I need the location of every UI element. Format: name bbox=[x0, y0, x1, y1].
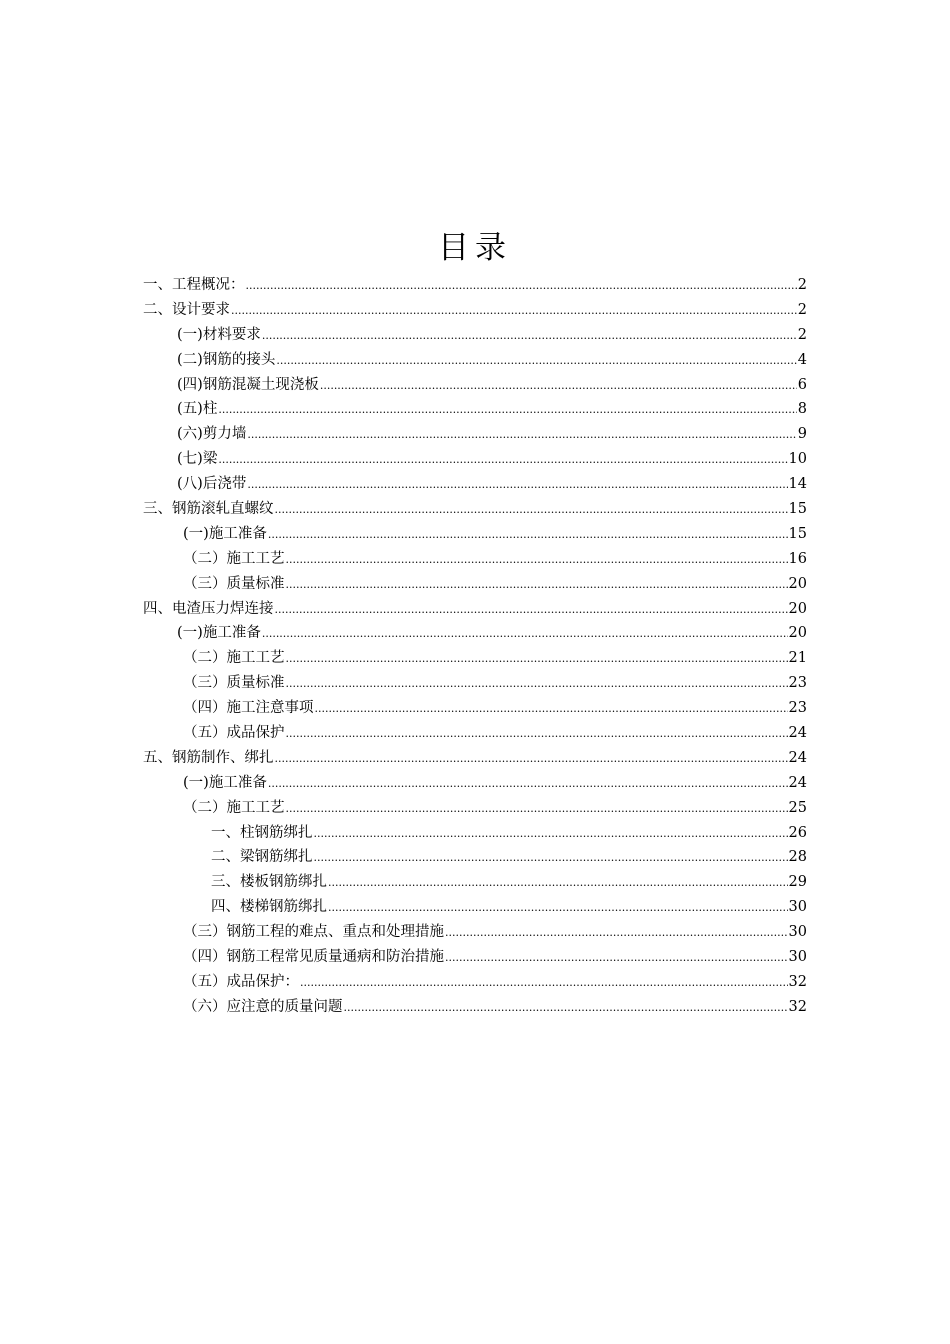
toc-entry[interactable] bbox=[143, 522, 807, 547]
toc-entry-page-number: 6 bbox=[797, 376, 807, 393]
toc-leader-dots bbox=[247, 422, 796, 448]
toc-entry-label: （三）质量标准 bbox=[183, 675, 285, 692]
toc-entry-page-number: 29 bbox=[788, 874, 807, 891]
toc-leader-dots bbox=[275, 597, 788, 623]
toc-entry-page-number: 32 bbox=[788, 998, 807, 1015]
toc-entry[interactable] bbox=[143, 920, 807, 945]
toc-entry-label: 二、梁钢筋绑扎 bbox=[211, 849, 313, 866]
toc-entry[interactable] bbox=[143, 373, 807, 398]
toc-leader-dots bbox=[286, 671, 788, 697]
toc-entry-label: 四、楼梯钢筋绑扎 bbox=[211, 899, 327, 916]
toc-entry-label: (五)柱 bbox=[177, 401, 218, 418]
toc-leader-dots bbox=[300, 970, 788, 996]
toc-entry[interactable] bbox=[143, 447, 807, 472]
toc-entry-label: （四）钢筋工程常见质量通病和防治措施 bbox=[183, 949, 444, 966]
toc-entry[interactable] bbox=[143, 721, 807, 746]
toc-entry-label: 三、钢筋滚轧直螺纹 bbox=[143, 501, 274, 518]
page-title: 目录 bbox=[438, 230, 512, 266]
toc-leader-dots bbox=[314, 821, 788, 847]
toc-entry-page-number: 23 bbox=[788, 675, 807, 692]
table-of-contents bbox=[143, 273, 807, 1020]
toc-entry-page-number: 9 bbox=[797, 426, 807, 443]
toc-entry-page-number: 24 bbox=[788, 749, 807, 766]
toc-entry[interactable] bbox=[143, 298, 807, 323]
toc-entry[interactable] bbox=[143, 970, 807, 995]
toc-entry[interactable] bbox=[143, 547, 807, 572]
toc-leader-dots bbox=[328, 870, 788, 896]
toc-leader-dots bbox=[286, 796, 788, 822]
toc-leader-dots bbox=[328, 895, 788, 921]
toc-entry-page-number: 16 bbox=[788, 550, 807, 567]
toc-entry-page-number: 20 bbox=[788, 625, 807, 642]
toc-entry[interactable] bbox=[143, 995, 807, 1020]
toc-leader-dots bbox=[247, 472, 787, 498]
toc-entry-label: （三）质量标准 bbox=[183, 575, 285, 592]
toc-entry-label: 四、电渣压力焊连接 bbox=[143, 600, 274, 617]
toc-entry-label: 五、钢筋制作、绑扎 bbox=[143, 749, 274, 766]
toc-entry-page-number: 24 bbox=[788, 725, 807, 742]
toc-entry-label: 一、工程概况： bbox=[143, 277, 245, 293]
toc-entry-page-number: 2 bbox=[797, 277, 807, 293]
toc-leader-dots bbox=[268, 771, 788, 797]
toc-entry-page-number: 8 bbox=[797, 401, 807, 418]
toc-entry-page-number: 14 bbox=[788, 476, 807, 493]
toc-entry-label: （二）施工工艺 bbox=[183, 799, 285, 816]
toc-entry[interactable] bbox=[143, 422, 807, 447]
toc-entry[interactable] bbox=[143, 845, 807, 870]
toc-entry[interactable] bbox=[143, 895, 807, 920]
toc-entry[interactable] bbox=[143, 870, 807, 895]
toc-entry-page-number: 32 bbox=[788, 973, 807, 990]
toc-leader-dots bbox=[262, 621, 788, 647]
toc-leader-dots bbox=[286, 646, 788, 672]
toc-entry[interactable] bbox=[143, 348, 807, 373]
toc-leader-dots bbox=[315, 696, 788, 722]
toc-leader-dots bbox=[445, 920, 788, 946]
toc-leader-dots bbox=[268, 522, 788, 548]
toc-entry-page-number: 2 bbox=[797, 301, 807, 318]
toc-entry-label: (六)剪力墙 bbox=[177, 426, 247, 443]
toc-entry-page-number: 28 bbox=[788, 849, 807, 866]
toc-entry-page-number: 24 bbox=[788, 774, 807, 791]
toc-entry[interactable] bbox=[143, 397, 807, 422]
toc-leader-dots bbox=[286, 721, 788, 747]
toc-entry-label: （六）应注意的质量问题 bbox=[183, 998, 343, 1015]
toc-entry-label: (八)后浇带 bbox=[177, 476, 247, 493]
toc-entry[interactable] bbox=[143, 771, 807, 796]
toc-entry-label: （二）施工工艺 bbox=[183, 550, 285, 567]
toc-entry-label: (一)施工准备 bbox=[177, 625, 261, 642]
toc-entry-label: (一)施工准备 bbox=[183, 774, 267, 791]
toc-entry-page-number: 4 bbox=[797, 351, 807, 368]
toc-entry-page-number: 15 bbox=[788, 501, 807, 518]
toc-leader-dots bbox=[314, 845, 788, 871]
toc-entry-label: (一)材料要求 bbox=[177, 326, 261, 343]
toc-entry-page-number: 15 bbox=[788, 525, 807, 542]
toc-entry-label: （二）施工工艺 bbox=[183, 650, 285, 667]
toc-entry[interactable] bbox=[143, 671, 807, 696]
toc-entry-page-number: 2 bbox=[797, 326, 807, 343]
toc-entry-label: （四）施工注意事项 bbox=[183, 700, 314, 717]
toc-entry[interactable] bbox=[143, 472, 807, 497]
toc-entry-label: 二、设计要求 bbox=[143, 301, 230, 318]
toc-entry-label: （三）钢筋工程的难点、重点和处理措施 bbox=[183, 924, 444, 941]
toc-leader-dots bbox=[218, 447, 787, 473]
toc-entry-label: 三、楼板钢筋绑扎 bbox=[211, 874, 327, 891]
toc-entry[interactable] bbox=[143, 646, 807, 671]
toc-leader-dots bbox=[445, 945, 788, 971]
toc-leader-dots bbox=[275, 497, 788, 523]
toc-leader-dots bbox=[246, 273, 797, 299]
toc-entry[interactable] bbox=[143, 497, 807, 522]
toc-entry-page-number: 26 bbox=[788, 824, 807, 841]
toc-entry[interactable] bbox=[143, 323, 807, 348]
toc-entry[interactable] bbox=[143, 796, 807, 821]
toc-leader-dots bbox=[344, 995, 788, 1021]
toc-entry-page-number: 30 bbox=[788, 924, 807, 941]
toc-entry[interactable] bbox=[143, 696, 807, 721]
toc-entry-page-number: 25 bbox=[788, 799, 807, 816]
toc-entry[interactable] bbox=[143, 746, 807, 771]
toc-leader-dots bbox=[276, 348, 796, 374]
toc-entry-page-number: 20 bbox=[788, 575, 807, 592]
toc-entry-page-number: 23 bbox=[788, 700, 807, 717]
toc-leader-dots bbox=[262, 323, 797, 349]
toc-leader-dots bbox=[320, 373, 797, 399]
toc-leader-dots bbox=[218, 397, 796, 423]
toc-entry-label: (四)钢筋混凝土现浇板 bbox=[177, 376, 319, 393]
toc-entry[interactable] bbox=[143, 821, 807, 846]
toc-entry-label: (一)施工准备 bbox=[183, 525, 267, 542]
toc-entry-label: 一、柱钢筋绑扎 bbox=[211, 824, 313, 841]
toc-leader-dots bbox=[286, 572, 788, 598]
toc-entry[interactable] bbox=[143, 572, 807, 597]
toc-entry[interactable] bbox=[143, 273, 807, 298]
toc-entry[interactable] bbox=[143, 597, 807, 622]
toc-entry-page-number: 21 bbox=[788, 650, 807, 667]
toc-entry-label: (七)梁 bbox=[177, 451, 218, 468]
toc-entry-label: (二)钢筋的接头 bbox=[177, 351, 276, 368]
toc-entry-page-number: 20 bbox=[788, 600, 807, 617]
toc-entry-label: （五）成品保护 bbox=[183, 725, 285, 742]
toc-entry[interactable] bbox=[143, 945, 807, 970]
toc-entry[interactable] bbox=[143, 621, 807, 646]
toc-leader-dots bbox=[286, 547, 788, 573]
toc-leader-dots bbox=[275, 746, 788, 772]
toc-entry-page-number: 10 bbox=[788, 451, 807, 468]
toc-entry-label: （五）成品保护： bbox=[183, 973, 299, 990]
toc-leader-dots bbox=[231, 298, 797, 324]
toc-entry-page-number: 30 bbox=[788, 949, 807, 966]
toc-entry-page-number: 30 bbox=[788, 899, 807, 916]
